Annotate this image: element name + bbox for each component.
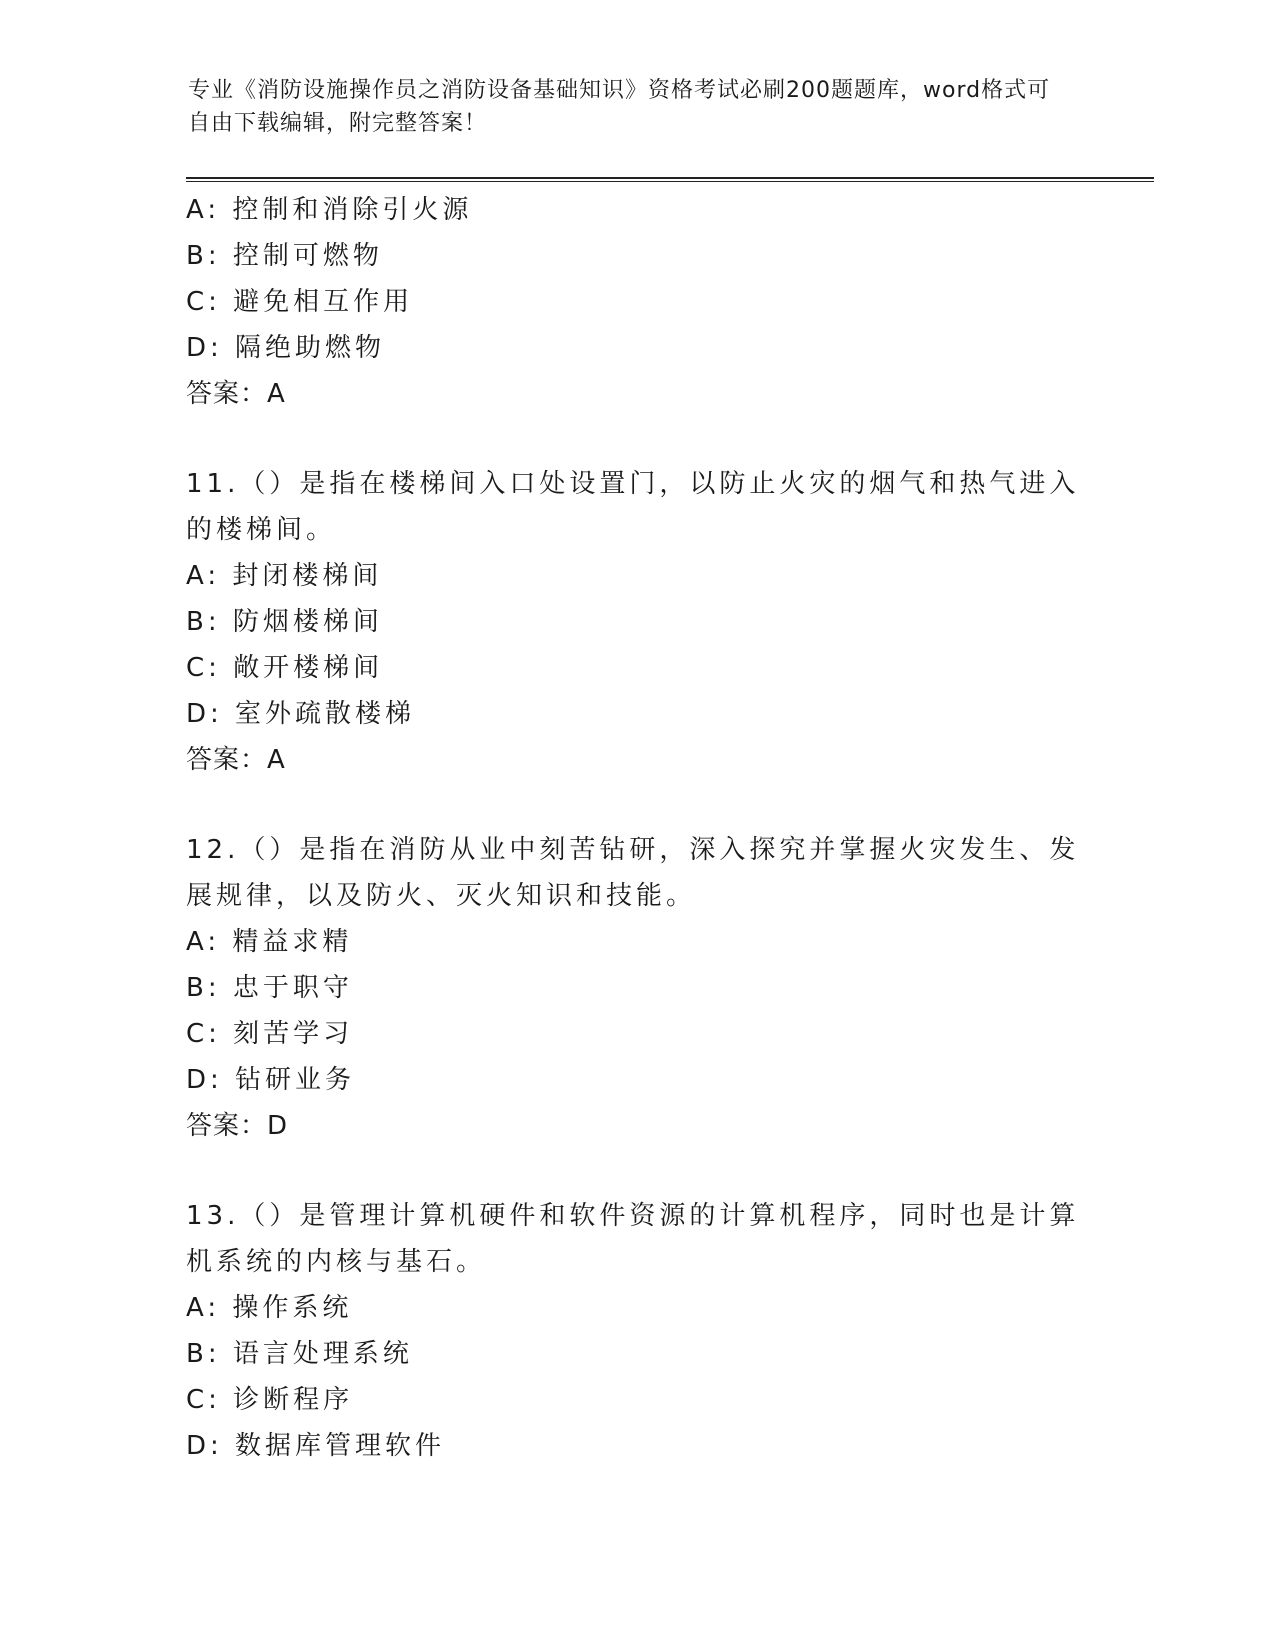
question-list bbox=[186, 187, 1086, 1469]
option-a: A: 操作系统 bbox=[186, 1293, 353, 1323]
option-b: B: 忠于职守 bbox=[186, 973, 353, 1003]
question-block bbox=[186, 461, 1086, 783]
option-a: A: 控制和消除引火源 bbox=[186, 195, 473, 225]
option-d: D: 室外疏散楼梯 bbox=[186, 699, 416, 729]
question-block bbox=[186, 1193, 1086, 1469]
header-divider bbox=[186, 177, 1154, 182]
option-c: C: 诊断程序 bbox=[186, 1385, 354, 1415]
question-block bbox=[186, 187, 1086, 417]
question-text: 11.（）是指在楼梯间入口处设置门，以防止火灾的烟气和热气进入的楼梯间。 bbox=[186, 469, 1080, 545]
answer-line: 答案：A bbox=[186, 745, 286, 775]
question-block bbox=[186, 827, 1086, 1149]
spacer bbox=[186, 1149, 1086, 1193]
option-b: B: 语言处理系统 bbox=[186, 1339, 413, 1369]
option-c: C: 避免相互作用 bbox=[186, 287, 414, 317]
answer-line: 答案：D bbox=[186, 1111, 289, 1141]
spacer bbox=[186, 783, 1086, 827]
option-b: B: 控制可燃物 bbox=[186, 241, 383, 271]
option-a: A: 精益求精 bbox=[186, 927, 353, 957]
answer-line: 答案：A bbox=[186, 379, 286, 409]
spacer bbox=[186, 417, 1086, 461]
option-a: A: 封闭楼梯间 bbox=[186, 561, 383, 591]
option-d: D: 隔绝助燃物 bbox=[186, 333, 386, 363]
option-d: D: 数据库管理软件 bbox=[186, 1431, 446, 1461]
option-b: B: 防烟楼梯间 bbox=[186, 607, 383, 637]
question-text: 12.（）是指在消防从业中刻苦钻研，深入探究并掌握火灾发生、发展规律，以及防火、灭火知识和技能。 bbox=[186, 835, 1080, 911]
page-header: 专业《消防设施操作员之消防设备基础知识》资格考试必刷200题题库，word格式可自由下载编辑，附完整答案！ bbox=[188, 78, 1051, 136]
option-d: D: 钻研业务 bbox=[186, 1065, 356, 1095]
option-c: C: 敞开楼梯间 bbox=[186, 653, 384, 683]
option-c: C: 刻苦学习 bbox=[186, 1019, 354, 1049]
question-text: 13.（）是管理计算机硬件和软件资源的计算机程序，同时也是计算机系统的内核与基石。 bbox=[186, 1201, 1080, 1277]
